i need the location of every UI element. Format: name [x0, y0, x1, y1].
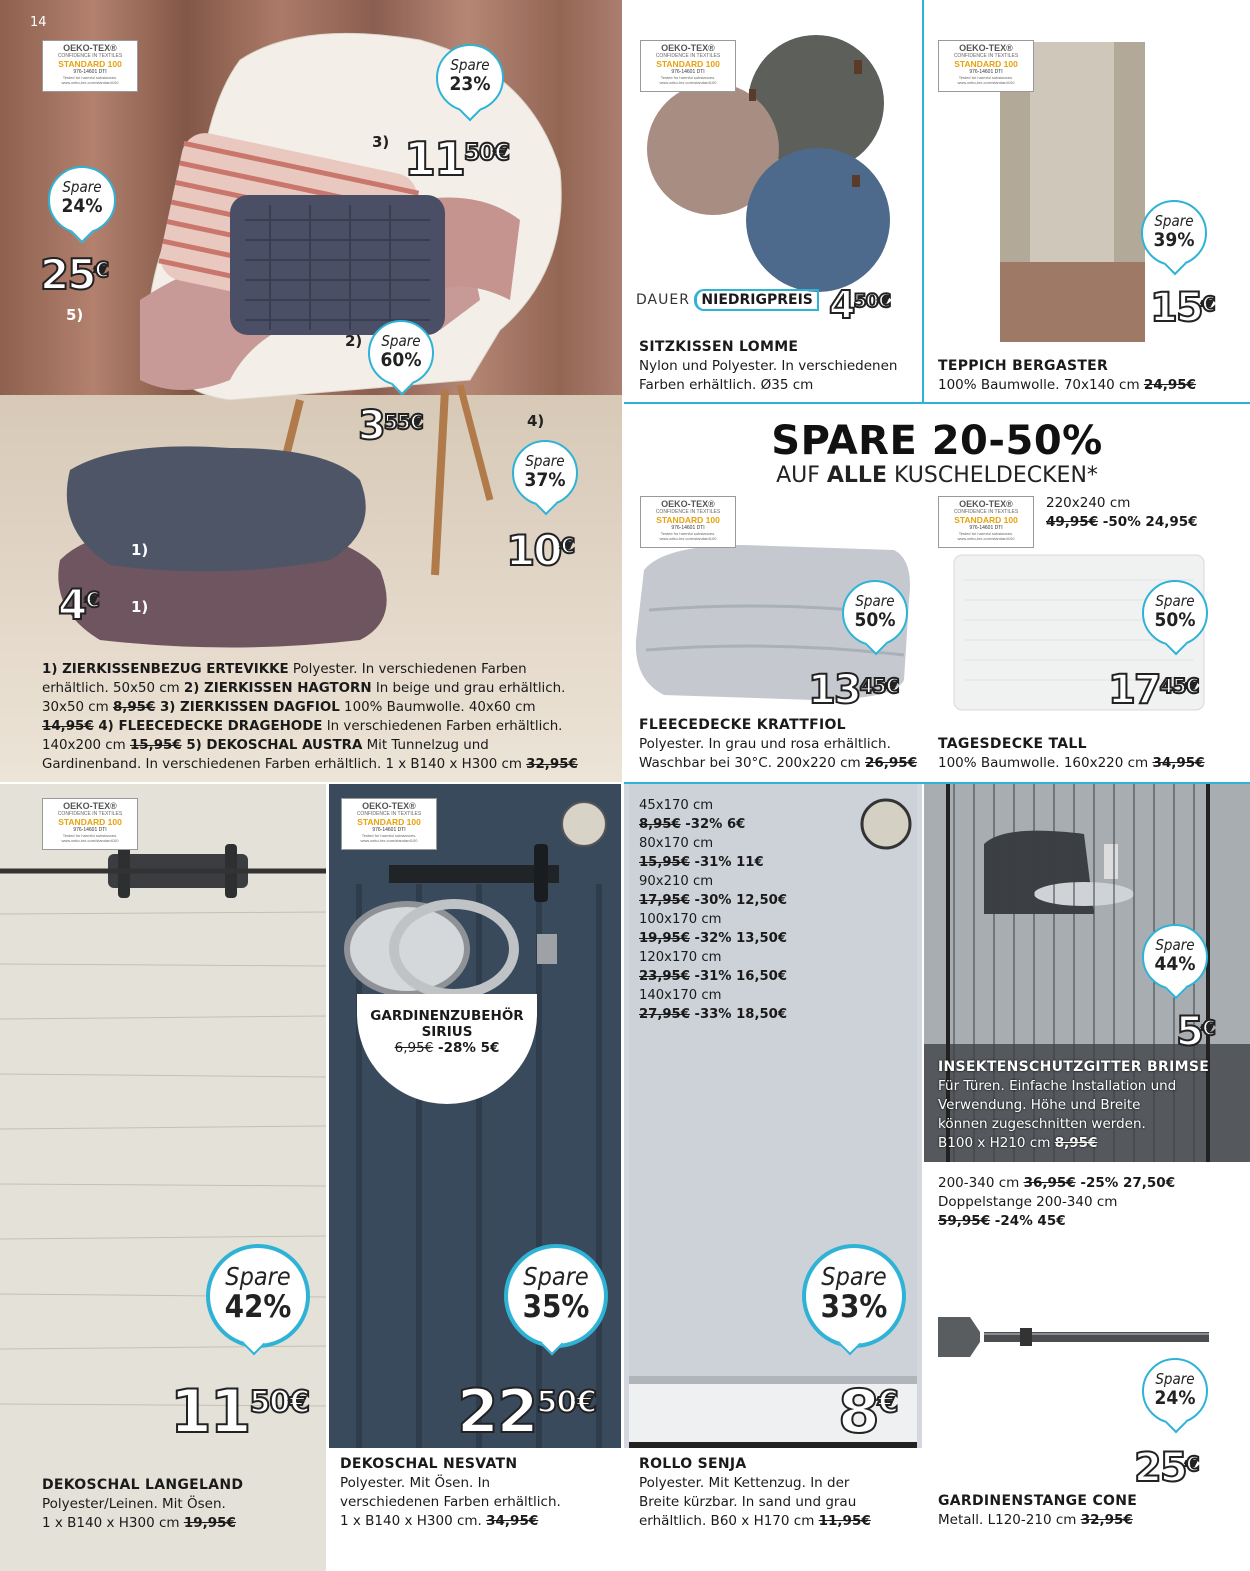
- discount-value: 24%: [61, 195, 103, 217]
- price-main: 5: [1176, 1009, 1202, 1055]
- marker-3: 3): [372, 133, 390, 151]
- price-zierkissen-hagtorn: [358, 403, 423, 449]
- product-title: TAGESDECKE TALL: [938, 736, 1087, 752]
- marker-2: 2): [345, 332, 363, 350]
- oeko-standard: STANDARD 100: [58, 817, 122, 827]
- banner-sub-bold: ALLE: [826, 463, 887, 488]
- spare-label: Spare: [1154, 212, 1194, 230]
- discount-bubble-42: [206, 1244, 310, 1348]
- product-rollo-senja: [624, 784, 922, 1571]
- size-label: 90x210 cm: [639, 874, 714, 889]
- price-main: 10: [506, 526, 561, 575]
- size-label: 120x170 cm: [639, 950, 722, 965]
- oeko-brand: OEKO-TEX®: [63, 43, 117, 53]
- page-number: 14: [30, 15, 47, 30]
- oeko-tex-label: [938, 496, 1034, 548]
- discount-value: 24%: [1154, 1387, 1196, 1409]
- discount-bubble-24: [48, 166, 116, 234]
- product-title: GARDINENSTANGE CONE: [938, 1493, 1138, 1509]
- old-price: 11,95€: [818, 1513, 871, 1529]
- product-dekoschal-langeland: [0, 784, 326, 1571]
- product-text: 100% Baumwolle. 160x220 cm: [938, 755, 1153, 771]
- product-text: 1 x B140 x H300 cm: [42, 1515, 184, 1531]
- product-text: Polyester. Mit Kettenzug. In der: [639, 1475, 850, 1491]
- product-text: Für Türen. Einfache Installation und: [938, 1078, 1177, 1094]
- oeko-code: 976-14601 DTI: [671, 525, 705, 531]
- accessory-title: SIRIUS: [421, 1024, 473, 1040]
- divider-horizontal-top: [624, 402, 1250, 404]
- product-text: Metall. L120-210 cm: [938, 1512, 1081, 1528]
- deal-price: -30% 12,50€: [689, 893, 788, 908]
- oeko-standard: STANDARD 100: [954, 59, 1018, 69]
- price-main: 25: [1134, 1445, 1186, 1491]
- oeko-tested: Tested for harmful substances.: [62, 833, 118, 838]
- rollo-size-list: [639, 796, 839, 1024]
- oeko-brand: OEKO-TEX®: [63, 801, 117, 811]
- price-main: 4: [829, 283, 854, 327]
- discount-bubble-23: [436, 44, 504, 112]
- oeko-brand: OEKO-TEX®: [661, 499, 715, 509]
- hero-description: [42, 660, 582, 774]
- price-sup: €: [85, 588, 99, 612]
- product-title: DEKOSCHAL NESVATN: [340, 1456, 518, 1472]
- rollo-size-row: [639, 986, 839, 1024]
- old-price: 14,95€: [42, 719, 94, 734]
- deal-price: -28% 5€: [433, 1040, 500, 1056]
- oeko-url: www.oeko-tex.com/standard100: [659, 80, 717, 85]
- oeko-sub: CONFIDENCE IN TEXTILES: [953, 53, 1019, 59]
- price-main: 11: [404, 132, 465, 186]
- deal-price: -25% 27,50€: [1075, 1175, 1176, 1191]
- insekt-info: [938, 1058, 1248, 1153]
- price-main: 25: [40, 250, 95, 299]
- spare-label: Spare: [1155, 1370, 1195, 1388]
- rollo-size-row: [639, 910, 839, 948]
- tagesdecke-size-offer: [1046, 494, 1246, 532]
- rollo-size-row: [639, 872, 839, 910]
- desc-title: 2) ZIERKISSEN HAGTORN: [183, 681, 372, 696]
- desc-title: 1) ZIERKISSENBEZUG ERTEVIKKE: [42, 662, 289, 677]
- tagesdecke-info: [938, 735, 1248, 773]
- desc-title: 4) FLEECEDECKE DRAGEHODE: [93, 719, 323, 734]
- oeko-tested: Tested for harmful substances.: [958, 531, 1014, 536]
- oeko-standard: STANDARD 100: [656, 515, 720, 525]
- deal-price: -50% 24,95€: [1098, 514, 1198, 530]
- hero-panel: [0, 0, 622, 782]
- discount-bubble-35: [504, 1244, 608, 1348]
- price-main: 15: [1150, 285, 1202, 331]
- accessory-title: GARDINENZUBEHÖR: [370, 1008, 524, 1024]
- product-title: INSEKTENSCHUTZGITTER BRIMSE: [938, 1059, 1210, 1075]
- deal-price: -31% 11€: [689, 855, 764, 870]
- product-text: verschiedenen Farben erhältlich.: [340, 1494, 561, 1510]
- price-main: 13: [808, 667, 860, 713]
- rollo-size-row: [639, 834, 839, 872]
- product-title: ROLLO SENJA: [639, 1456, 747, 1472]
- price-sup: 50€: [853, 290, 891, 312]
- size-label: 45x170 cm: [639, 798, 714, 813]
- old-price: 15,95€: [639, 855, 690, 870]
- spare-label: Spare: [381, 332, 421, 350]
- discount-value: 50%: [1154, 609, 1196, 631]
- spare-label: Spare: [821, 1262, 887, 1291]
- marker-5: 5): [66, 306, 84, 324]
- discount-bubble-44: [1142, 924, 1208, 990]
- deal-price: -24% 45€: [990, 1213, 1066, 1229]
- price-sup: 50€: [249, 1385, 310, 1420]
- discount-value: 35%: [522, 1289, 590, 1325]
- price-zierkissen-dagfiol: [404, 132, 510, 186]
- discount-value: 42%: [224, 1289, 292, 1325]
- product-text: 1 x B140 x H300 cm.: [340, 1513, 487, 1529]
- discount-bubble-50b: [1142, 580, 1208, 646]
- product-gardinenstange: [924, 1162, 1250, 1571]
- marker-1b: 1): [131, 598, 149, 616]
- spare-label: Spare: [450, 56, 490, 74]
- spare-label: Spare: [1155, 592, 1195, 610]
- stange-size-offers: [938, 1174, 1248, 1231]
- price-nesvatn: [457, 1377, 597, 1447]
- product-text: Nylon und Polyester. In verschiedenen Farben erhältlich. Ø35 cm: [639, 358, 898, 393]
- discount-value: 33%: [820, 1289, 888, 1325]
- price-sup: 50€: [464, 140, 510, 166]
- size-label: 140x170 cm: [639, 988, 722, 1003]
- discount-bubble-37: [512, 440, 578, 506]
- banner-sub-post: KUSCHELDECKEN*: [886, 463, 1098, 488]
- product-text: erhältlich. B60 x H170 cm: [639, 1513, 819, 1529]
- size-label: Doppelstange 200-340 cm: [938, 1194, 1118, 1210]
- desc-text: Mit Tunnelzug und Gardinenband. In verschiedenen Farben erhältlich. 1 x B140 x H300 cm: [42, 738, 527, 772]
- size-label: 80x170 cm: [639, 836, 714, 851]
- price-main: 3: [358, 403, 384, 449]
- price-sup: €: [1201, 292, 1215, 316]
- old-price: 59,95€: [938, 1213, 991, 1229]
- kuscheldecken-banner: [624, 418, 1250, 488]
- discount-value: 60%: [380, 349, 422, 371]
- oeko-tex-label: [640, 496, 736, 548]
- oeko-sub: CONFIDENCE IN TEXTILES: [655, 53, 721, 59]
- product-text: Waschbar bei 30°C. 200x220 cm: [639, 755, 865, 771]
- size-label: 200-340 cm: [938, 1175, 1024, 1191]
- oeko-tex-label: [640, 40, 736, 92]
- spare-label: Spare: [525, 452, 565, 470]
- oeko-code: 976-14601 DTI: [671, 69, 705, 75]
- spare-label: Spare: [855, 592, 895, 610]
- price-sitzkissen: [829, 283, 891, 327]
- oeko-sub: CONFIDENCE IN TEXTILES: [57, 53, 123, 59]
- oeko-url: www.oeko-tex.com/standard100: [360, 838, 418, 843]
- desc-text: Polyester. In verschiedenen Farben erhältlich. 50x50 cm: [42, 662, 527, 696]
- old-price: 8,95€: [639, 817, 681, 832]
- oeko-code: 976-14601 DTI: [73, 827, 107, 833]
- banner-sub-pre: AUF: [776, 463, 827, 488]
- price-main: 11: [170, 1377, 250, 1447]
- product-sitzkissen: [624, 0, 922, 402]
- old-price: 8,95€: [112, 700, 156, 715]
- product-title: DEKOSCHAL LANGELAND: [42, 1477, 244, 1493]
- price-main: 8: [838, 1377, 878, 1447]
- oeko-sub: CONFIDENCE IN TEXTILES: [953, 509, 1019, 515]
- old-price: 26,95€: [865, 755, 918, 771]
- oeko-url: www.oeko-tex.com/standard100: [61, 838, 119, 843]
- product-text: Polyester. In grau und rosa erhältlich.: [639, 736, 891, 752]
- desc-title: 5) DEKOSCHAL AUSTRA: [181, 738, 363, 753]
- langeland-info: [42, 1476, 322, 1533]
- oeko-standard: STANDARD 100: [357, 817, 421, 827]
- discount-value: 39%: [1153, 229, 1195, 251]
- oeko-standard: STANDARD 100: [656, 59, 720, 69]
- oeko-url: www.oeko-tex.com/standard100: [957, 536, 1015, 541]
- oeko-standard: STANDARD 100: [954, 515, 1018, 525]
- price-dekoschal-austra: [40, 250, 109, 299]
- oeko-sub: CONFIDENCE IN TEXTILES: [57, 811, 123, 817]
- old-price: 23,95€: [639, 969, 690, 984]
- price-main: 22: [457, 1377, 537, 1447]
- discount-value: 44%: [1154, 953, 1196, 975]
- oeko-standard: STANDARD 100: [58, 59, 122, 69]
- product-dekoschal-nesvatn: [329, 784, 621, 1571]
- oeko-code: 976-14601 DTI: [372, 827, 406, 833]
- discount-bubble-24b: [1142, 1358, 1208, 1424]
- price-sup: €: [1185, 1452, 1199, 1476]
- product-text: können zugeschnitten werden.: [938, 1116, 1146, 1132]
- oeko-tested: Tested for harmful substances.: [660, 75, 716, 80]
- old-price: 36,95€: [1023, 1175, 1076, 1191]
- size-label: 220x240 cm: [1046, 495, 1131, 511]
- oeko-tex-label: [42, 40, 138, 92]
- price-main: 4: [58, 580, 86, 629]
- product-teppich: [924, 0, 1250, 402]
- product-text: Polyester. Mit Ösen. In: [340, 1475, 491, 1491]
- discount-bubble-39: [1141, 200, 1207, 266]
- langeland-photo: [0, 784, 326, 1571]
- old-price: 32,95€: [1080, 1512, 1133, 1528]
- price-sup: 50€: [536, 1385, 597, 1420]
- product-title: TEPPICH BERGASTER: [938, 358, 1109, 374]
- size-label: 100x170 cm: [639, 912, 722, 927]
- old-price: 19,95€: [183, 1515, 236, 1531]
- product-title: SITZKISSEN LOMME: [639, 339, 799, 355]
- discount-value: 37%: [524, 469, 566, 491]
- oeko-brand: OEKO-TEX®: [959, 499, 1013, 509]
- spare-label: Spare: [1155, 936, 1195, 954]
- old-price: 15,95€: [129, 738, 182, 753]
- product-fleecedecke: [624, 490, 922, 782]
- stange-photo: [924, 1302, 1250, 1372]
- discount-bubble-50: [842, 580, 908, 646]
- teppich-info: [938, 357, 1248, 395]
- price-insekt: [1176, 1009, 1215, 1055]
- rollo-size-row: [639, 948, 839, 986]
- old-price: 19,95€: [639, 931, 690, 946]
- product-text: Polyester/Leinen. Mit Ösen.: [42, 1496, 226, 1512]
- oeko-tested: Tested for harmful substances.: [660, 531, 716, 536]
- old-price: 8,95€: [1054, 1135, 1098, 1151]
- price-sup: €: [1201, 1016, 1215, 1040]
- oeko-tex-label: [341, 798, 437, 850]
- old-price: 6,95€: [394, 1040, 434, 1056]
- sitzkissen-info: [639, 338, 919, 395]
- rollo-size-row: [639, 796, 839, 834]
- price-stange: [1134, 1445, 1199, 1491]
- discount-value: 23%: [449, 73, 491, 95]
- product-title: FLEECEDECKE KRATTFIOL: [639, 717, 846, 733]
- old-price: 17,95€: [639, 893, 690, 908]
- old-price: 49,95€: [1046, 514, 1099, 530]
- price-sup: 45€: [859, 674, 899, 698]
- spare-label: Spare: [225, 1262, 291, 1291]
- old-price: 32,95€: [526, 757, 578, 772]
- deal-price: -32% 13,50€: [689, 931, 788, 946]
- banner-subline: [624, 464, 1250, 488]
- product-text: B100 x H210 cm: [938, 1135, 1055, 1151]
- oeko-code: 976-14601 DTI: [969, 525, 1003, 531]
- fleece-info: [639, 716, 921, 773]
- oeko-tested: Tested for harmful substances.: [958, 75, 1014, 80]
- product-text: 100% Baumwolle. 70x140 cm: [938, 377, 1144, 393]
- oeko-tex-label: [42, 798, 138, 850]
- oeko-brand: OEKO-TEX®: [661, 43, 715, 53]
- desc-text: In verschiedenen Farben erhältlich. 140x200 cm: [42, 719, 563, 753]
- product-insektenschutzgitter: [924, 784, 1250, 1162]
- old-price: 27,95€: [639, 1007, 690, 1022]
- price-teppich: [1150, 285, 1215, 331]
- old-price: 24,95€: [1143, 377, 1197, 393]
- price-sup: €: [94, 258, 109, 282]
- stange-info: [938, 1492, 1248, 1530]
- desc-text: 100% Baumwolle. 40x60 cm: [339, 700, 536, 715]
- price-zierkissenbezug-ertevikke: [58, 580, 99, 629]
- oeko-url: www.oeko-tex.com/standard100: [61, 80, 119, 85]
- product-text: Verwendung. Höhe und Breite: [938, 1097, 1141, 1113]
- spare-label: Spare: [523, 1262, 589, 1291]
- nesvatn-info: [340, 1455, 620, 1531]
- price-rollo: [838, 1377, 898, 1447]
- oeko-tex-label: [938, 40, 1034, 92]
- spare-label: Spare: [62, 178, 102, 196]
- deal-price: -31% 16,50€: [689, 969, 788, 984]
- oeko-tested: Tested for harmful substances.: [361, 833, 417, 838]
- product-tagesdecke: [924, 490, 1250, 782]
- price-fleecedecke-dragehode: [506, 526, 575, 575]
- discount-bubble-33: [802, 1244, 906, 1348]
- oeko-brand: OEKO-TEX®: [362, 801, 416, 811]
- discount-value: 50%: [854, 609, 896, 631]
- niedrigpreis-label: NIEDRIGPREIS: [694, 289, 819, 311]
- price-fleecedecke: [808, 667, 899, 713]
- oeko-sub: CONFIDENCE IN TEXTILES: [356, 811, 422, 817]
- deal-price: -33% 18,50€: [689, 1007, 788, 1022]
- oeko-code: 976-14601 DTI: [73, 69, 107, 75]
- desc-text: In beige und grau erhältlich. 30x50 cm: [42, 681, 566, 715]
- dauer-label: DAUER: [636, 292, 690, 308]
- marker-4: 4): [527, 412, 545, 430]
- oeko-brand: OEKO-TEX®: [959, 43, 1013, 53]
- oeko-url: www.oeko-tex.com/standard100: [957, 80, 1015, 85]
- marker-1a: 1): [131, 541, 149, 559]
- product-text: Breite kürzbar. In sand und grau: [639, 1494, 857, 1510]
- old-price: 34,95€: [1152, 755, 1205, 771]
- oeko-sub: CONFIDENCE IN TEXTILES: [655, 509, 721, 515]
- price-main: 17: [1108, 667, 1160, 713]
- deal-price: -32% 6€: [680, 817, 746, 832]
- oeko-code: 976-14601 DTI: [969, 69, 1003, 75]
- banner-headline: SPARE 20-50%: [771, 418, 1103, 464]
- price-sup: 45€: [1159, 674, 1199, 698]
- price-sup: €: [560, 534, 575, 558]
- oeko-url: www.oeko-tex.com/standard100: [659, 536, 717, 541]
- desc-title: 3) ZIERKISSEN DAGFIOL: [155, 700, 340, 715]
- dauer-niedrigpreis-badge: [636, 292, 819, 308]
- price-sup: 55€: [383, 410, 423, 434]
- old-price: 34,95€: [486, 1513, 539, 1529]
- price-langeland: [170, 1377, 310, 1447]
- price-tagesdecke: [1108, 667, 1199, 713]
- rollo-info: [639, 1455, 919, 1531]
- discount-bubble-60: [368, 320, 434, 386]
- oeko-tested: Tested for harmful substances.: [62, 75, 118, 80]
- price-sup: €: [877, 1385, 898, 1420]
